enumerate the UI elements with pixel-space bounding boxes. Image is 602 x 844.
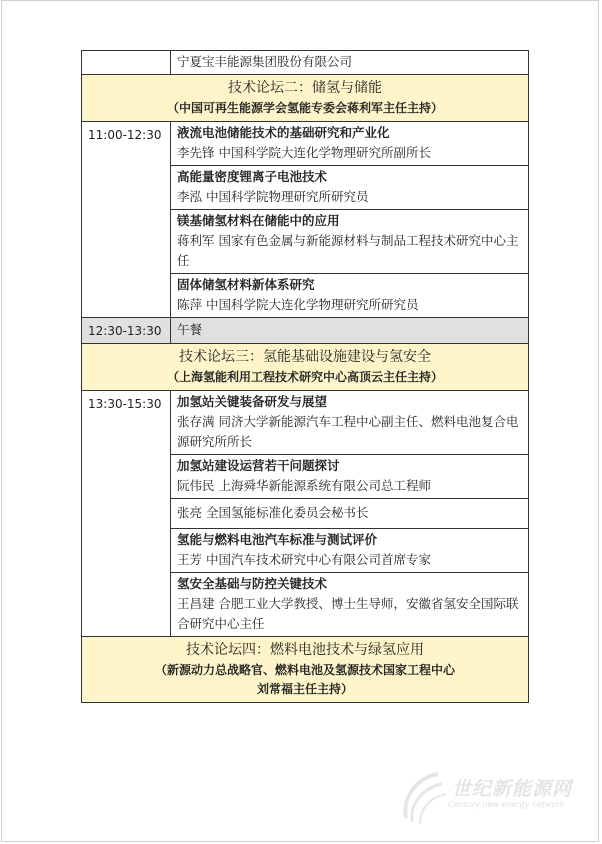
table-row [82, 391, 529, 455]
talk-cell [171, 166, 529, 210]
watermark-text: 世纪新能源网 [452, 778, 573, 800]
talk-speaker: 蒋利军 国家有色金属与新能源材料与制品工程技术研究中心主任 [177, 233, 519, 268]
forum-title: 技术论坛四：燃料电池技术与绿氢应用 [186, 642, 424, 658]
talk-cell [171, 573, 529, 637]
forum-header-2 [82, 75, 529, 122]
forum-header-3 [82, 344, 529, 391]
talk-speaker: 李先锋 中国科学院大连化学物理研究所副所长 [177, 145, 431, 160]
lunch-row [82, 318, 529, 344]
talk-speaker: 陈萍 中国科学院大连化学物理研究所研究员 [177, 297, 419, 312]
talk-speaker: 张亮 全国氢能标准化委员会秘书长 [177, 505, 369, 520]
talk-speaker: 王芳 中国汽车技术研究中心有限公司首席专家 [177, 552, 431, 567]
talk-cell [171, 122, 529, 166]
talk-speaker: 王昌建 合肥工业大学教授、博士生导师，安徽省氢安全国际联合研究中心主任 [177, 596, 519, 631]
session-time: 11:00-12:30 [82, 122, 171, 318]
talk-cell [171, 210, 529, 274]
forum-title: 技术论坛三：氢能基础设施建设与氢安全 [179, 349, 431, 365]
watermark [398, 768, 598, 828]
forum-title: 技术论坛二：储氢与储能 [228, 80, 382, 96]
lunch-time: 12:30-13:30 [82, 318, 171, 344]
talk-title: 加氢站关键装备研发与展望 [177, 394, 328, 409]
talk-title: 氢安全基础与防控关键技术 [177, 576, 328, 591]
talk-title: 固体储氢材料新体系研究 [177, 277, 315, 292]
talk-title: 加氢站建设运营若干问题探讨 [177, 458, 340, 473]
agenda-table [81, 50, 529, 703]
talk-cell [171, 455, 529, 499]
forum-host-line-1: （新源动力总战略官、燃料电池及氢源技术国家工程中心 [154, 663, 455, 677]
time-cell-empty [82, 51, 171, 75]
session-time: 13:30-15:30 [82, 391, 171, 637]
talk-cell [171, 274, 529, 318]
talk-title: 液流电池储能技术的基础研究和产业化 [177, 125, 390, 140]
talk-title: 高能量密度锂离子电池技术 [177, 169, 328, 184]
table-row [82, 122, 529, 166]
talk-speaker: 张存满 同济大学新能源汽车工程中心副主任、燃料电池复合电源研究所所长 [177, 414, 519, 449]
forum-header-4 [82, 637, 529, 703]
watermark-subtext: Century new energy network [448, 800, 565, 809]
lunch-label: 午餐 [177, 322, 203, 337]
org-cell [171, 51, 529, 75]
talk-speaker: 阮伟民 上海舜华新能源系统有限公司总工程师 [177, 478, 431, 493]
table-row [82, 51, 529, 75]
talk-speaker: 李泓 中国科学院物理研究所研究员 [177, 189, 369, 204]
talk-title: 镁基储氢材料在储能中的应用 [177, 213, 340, 228]
talk-cell [171, 499, 529, 529]
talk-cell [171, 391, 529, 455]
forum-host: （上海氢能利用工程技术研究中心高顶云主任主持） [166, 370, 443, 384]
org-name: 宁夏宝丰能源集团股份有限公司 [177, 54, 353, 69]
forum-host-line-2: 刘常福主任主持） [256, 682, 353, 696]
watermark-logo-icon [398, 768, 454, 828]
talk-cell [171, 529, 529, 573]
talk-title: 氢能与燃料电池汽车标准与测试评价 [177, 532, 378, 547]
forum-host: （中国可再生能源学会氢能专委会蒋利军主任主持） [166, 101, 443, 115]
